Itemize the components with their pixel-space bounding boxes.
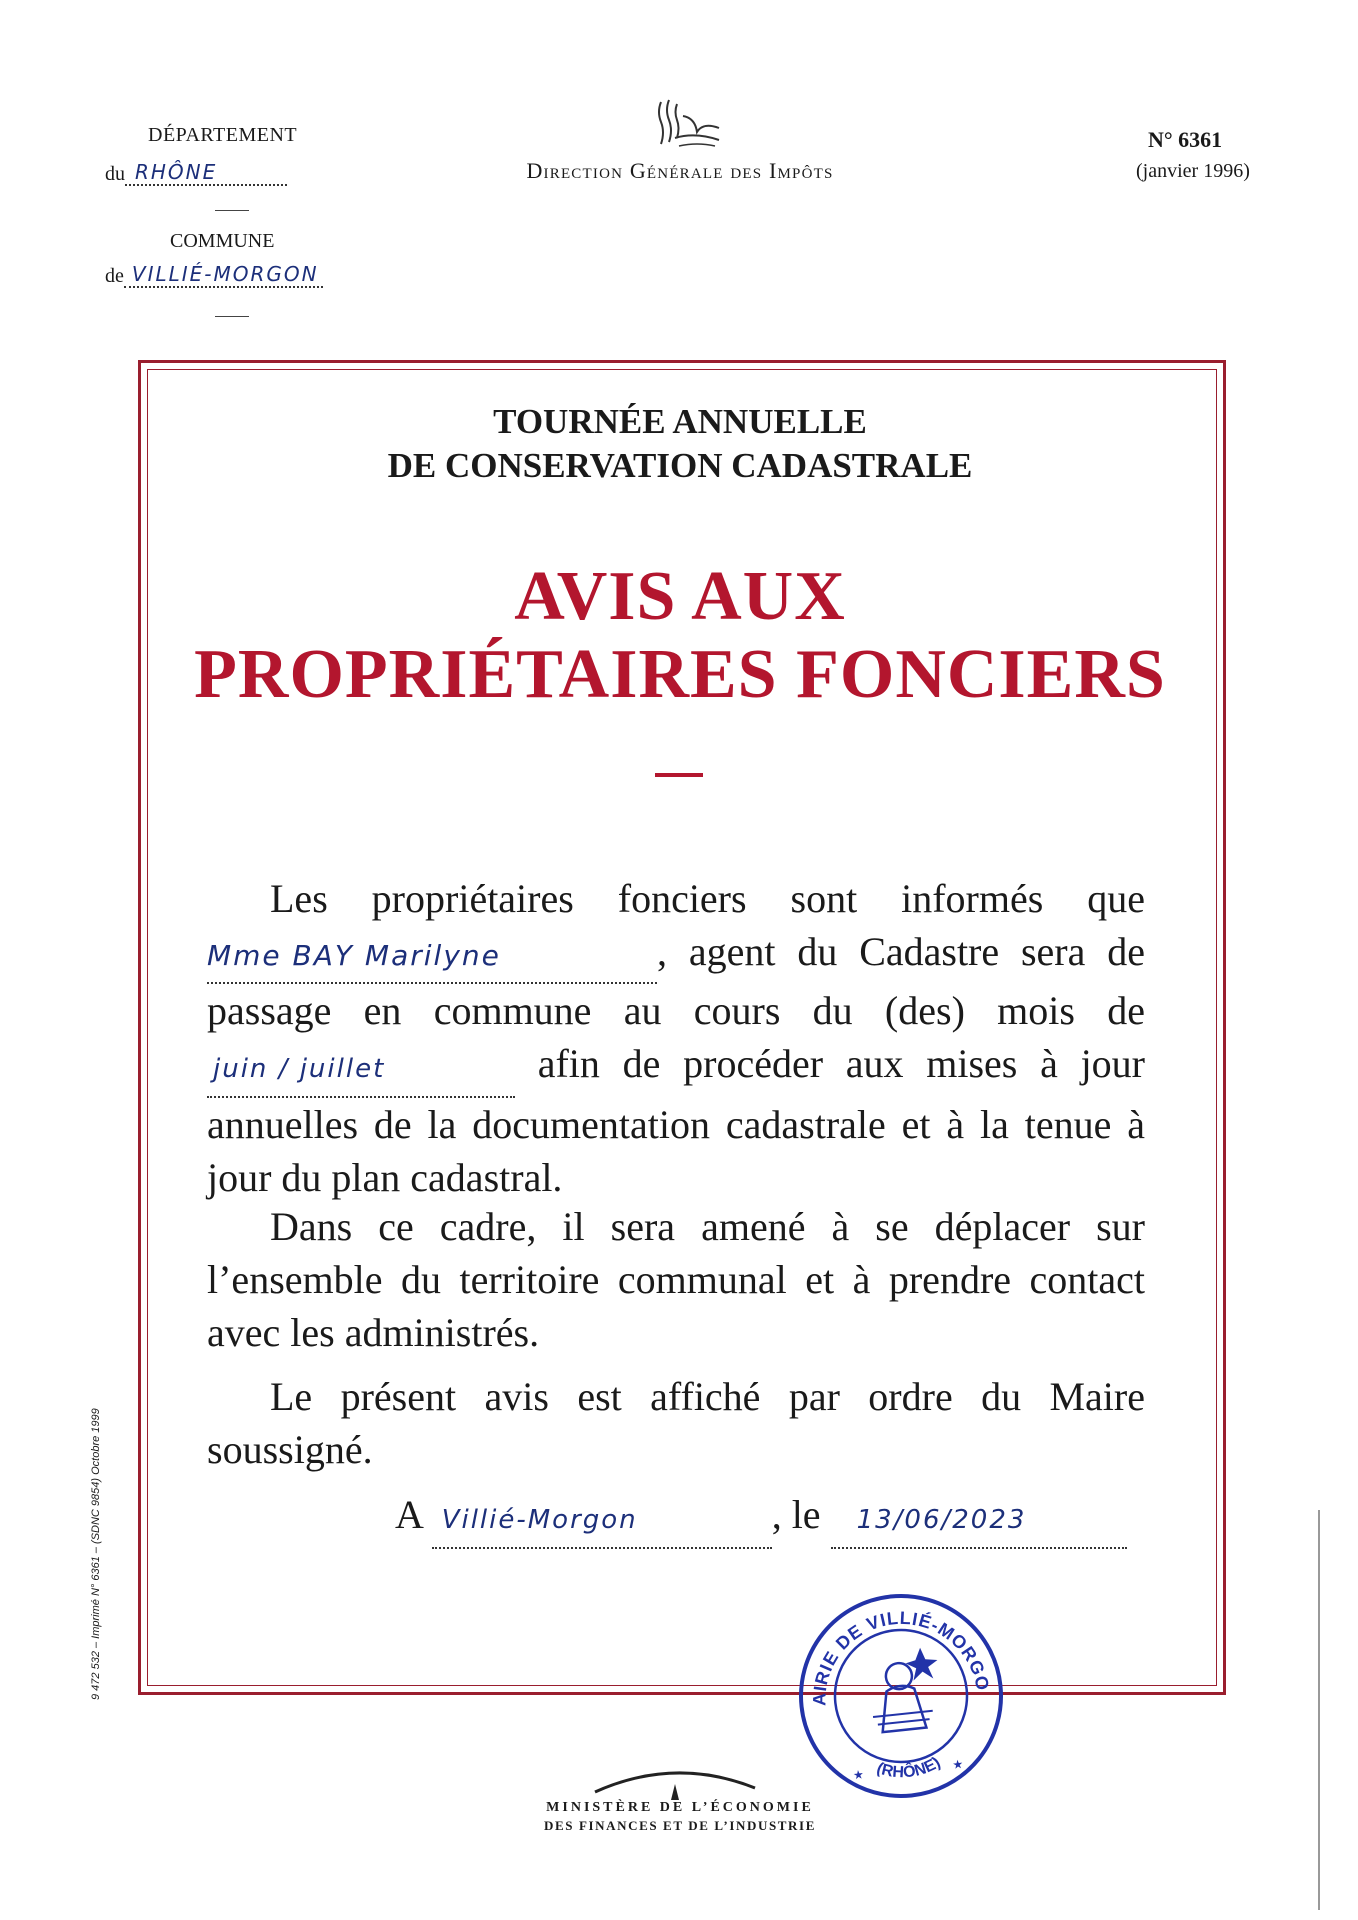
place-prefix: A	[395, 1492, 422, 1537]
agent-name-field: Mme BAY Marilyne	[207, 929, 657, 984]
commune-field	[105, 262, 323, 288]
notice-title	[150, 558, 1210, 714]
paragraph-announcement	[207, 872, 1145, 1204]
department-prefix: du	[105, 163, 125, 185]
department-value: RHÔNE	[125, 160, 287, 186]
svg-text:(RHÔNE)	[873, 1753, 945, 1784]
stamp-bottom-text: (RHÔNE)	[874, 1754, 944, 1782]
date-prefix: , le	[771, 1492, 821, 1537]
direction-title: Direction Générale des Impôts	[526, 158, 834, 183]
form-number: N° 6361	[1148, 127, 1223, 152]
place-field: Villié-Morgon	[432, 1494, 772, 1549]
svg-text:★: ★	[951, 1756, 964, 1772]
paragraph-scope	[207, 1200, 1145, 1359]
heading-line-2: DE CONSERVATION CADASTRALE	[387, 446, 973, 485]
paragraph-order	[207, 1370, 1145, 1476]
ministry-line-1: MINISTÈRE DE L’ÉCONOMIE	[546, 1800, 814, 1815]
svg-text:★: ★	[852, 1767, 865, 1783]
title-divider	[655, 773, 703, 777]
commune-prefix: de	[105, 265, 124, 287]
months-prefix: de	[1107, 988, 1146, 1033]
title-line-2: PROPRIÉTAIRES FONCIERS	[194, 636, 1166, 713]
heading-line-1: TOURNÉE ANNUELLE	[493, 402, 867, 441]
ministry-logo-icon	[575, 1760, 775, 1800]
p1-end: afin de procéder aux mises à jour annuelles de la documentation cadastrale et à la tenue à jour du plan cadastral.	[207, 1041, 1145, 1200]
dgi-logo-icon	[645, 96, 725, 156]
months-field: juin / juillet	[207, 1043, 515, 1098]
ministry-line-2: DES FINANCES ET DE L’INDUSTRIE	[544, 1818, 816, 1833]
p3-text: Le présent avis est affiché par ordre du Maire soussigné.	[207, 1374, 1145, 1472]
commune-label: COMMUNE	[170, 230, 275, 252]
header-rule	[215, 210, 249, 211]
form-date: (janvier 1996)	[1136, 160, 1250, 182]
p2-text: Dans ce cadre, il sera amené à se déplacer sur l’ensemble du territoire communal et à prendre contact avec les administrés.	[207, 1204, 1145, 1355]
department-field	[105, 160, 287, 186]
department-label: DÉPARTEMENT	[148, 124, 298, 146]
mairie-stamp	[795, 1590, 1007, 1802]
title-line-1: AVIS AUX	[514, 558, 846, 635]
commune-value: VILLIÉ-MORGON	[124, 262, 323, 288]
marianne-emblem-icon	[866, 1646, 944, 1733]
printer-note: 9 472 532 – Imprimé N° 6361 – (SDNC 9854) Octobre 1999	[90, 1408, 102, 1700]
notice-heading	[150, 400, 1210, 488]
place-date-line	[395, 1488, 1155, 1549]
svg-text:MAIRIE DE VILLIÉ-MORGON	[795, 1590, 993, 1712]
header-rule	[215, 316, 249, 317]
p1-intro: Les propriétaires fonciers sont informés que	[270, 876, 1145, 921]
p1-after-agent: , agent du Cadastre sera de passage en commune au cours du (des) mois	[207, 929, 1145, 1033]
scan-edge-line	[1318, 1510, 1320, 1910]
date-field: 13/06/2023	[831, 1494, 1127, 1549]
stamp-top-text: MAIRIE DE VILLIÉ-MORGON	[809, 1607, 994, 1707]
